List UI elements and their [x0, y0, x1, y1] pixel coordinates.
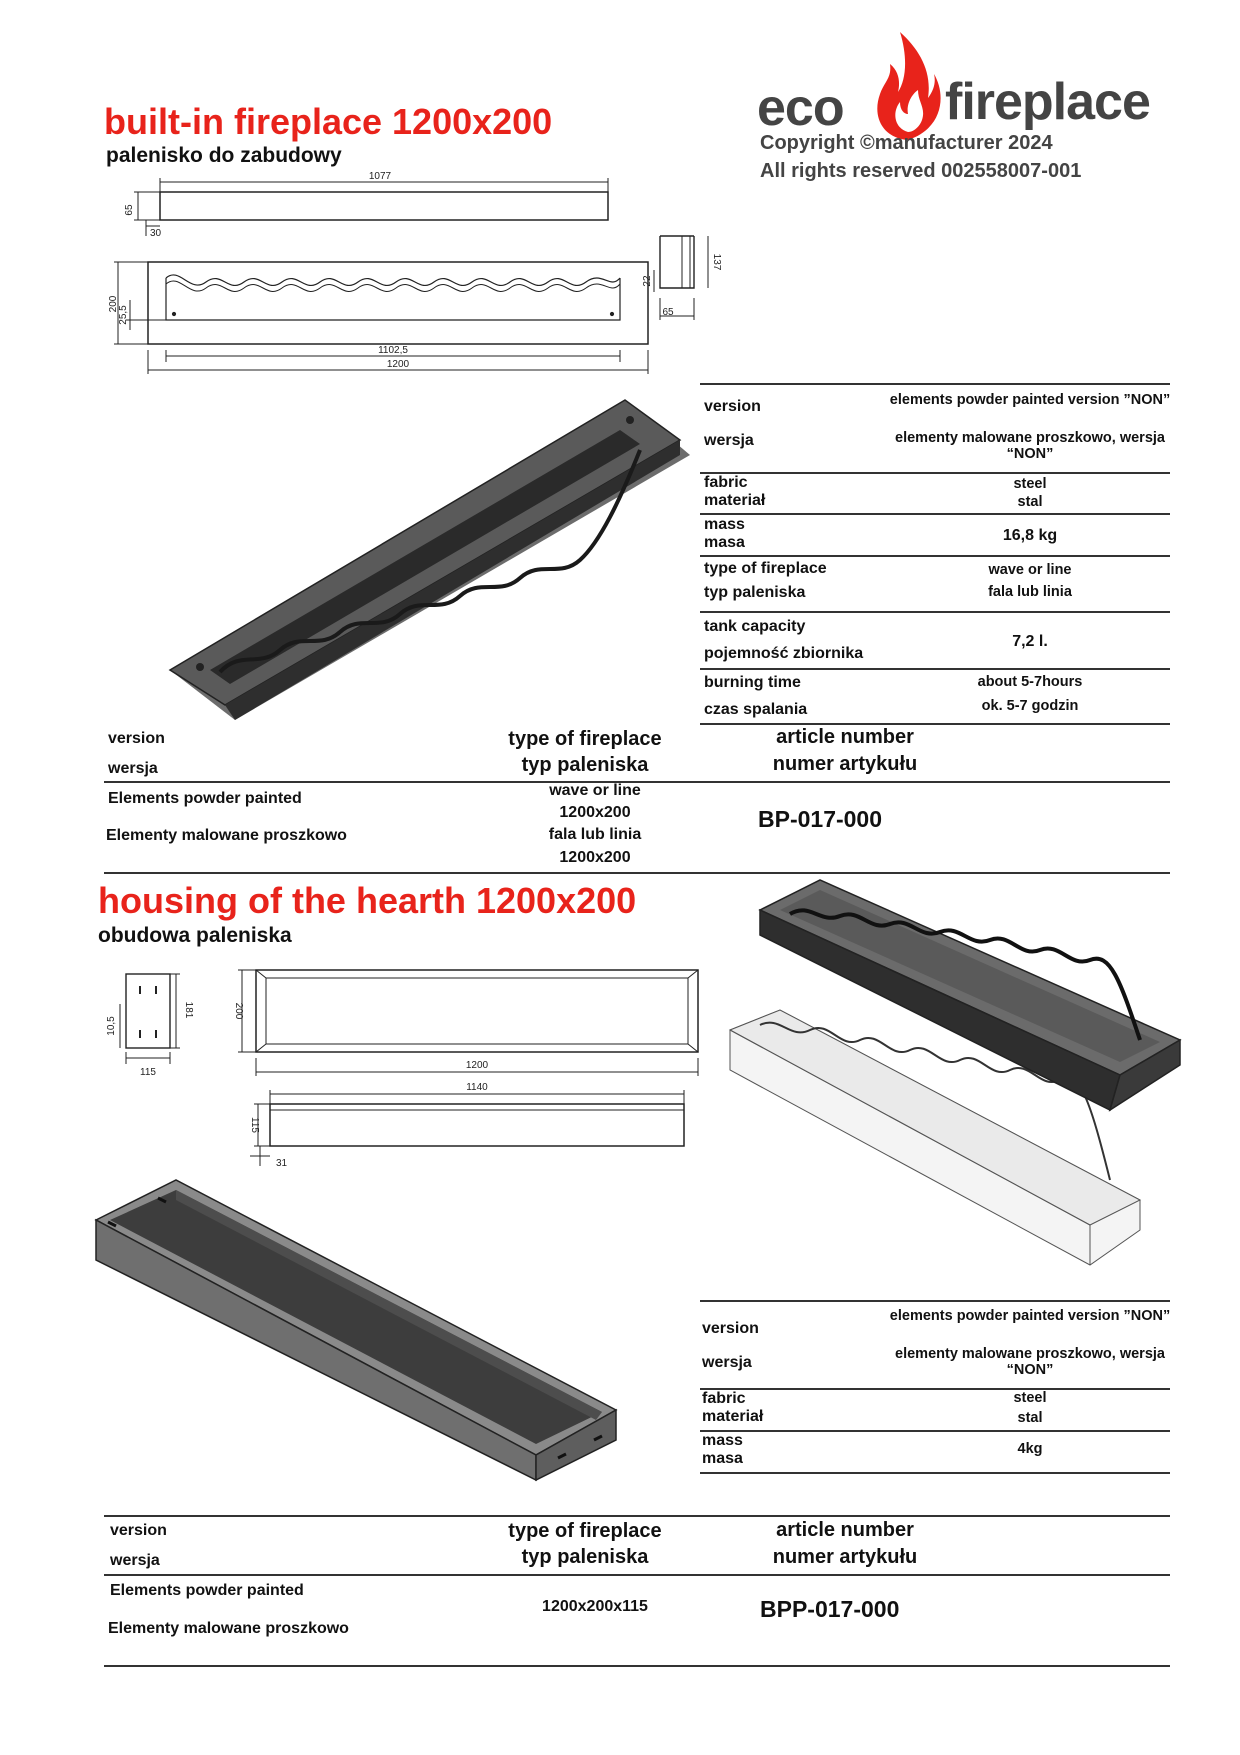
dim-top-length: 1077 — [368, 171, 392, 182]
article1-type-line4: 1200x200 — [559, 849, 631, 866]
spec-burning-val-pl: ok. 5-7 godzin — [981, 698, 1079, 714]
spec2-mass-pl: masa — [702, 1450, 743, 1467]
article2-h-art-pl: numer artykułu — [772, 1546, 918, 1568]
brand-eco: eco — [757, 79, 844, 137]
article1-type-line3: fala lub linia — [548, 826, 642, 843]
dim-side-width: 65 — [662, 307, 674, 318]
spec-mass-pl: masa — [704, 534, 745, 551]
article1-h-art-en: article number — [776, 726, 914, 748]
spec-type-val-en: wave or line — [988, 562, 1072, 578]
spec2-version-pl: wersja — [702, 1354, 752, 1371]
spec-type-pl: typ paleniska — [704, 584, 806, 601]
spec-burning-val-en: about 5-7hours — [977, 674, 1083, 690]
dim-side-inset: 22 — [642, 275, 653, 287]
article2-h-version-en: version — [110, 1522, 167, 1539]
brand-rights: All rights reserved 002558007-001 — [760, 160, 1082, 182]
assembly-3d-render — [700, 880, 1180, 1270]
spec-version-val-en: elements powder painted version ”NON” — [889, 392, 1171, 408]
spec2-fabric-val-en: steel — [1013, 1390, 1047, 1406]
article2-row-pl: Elementy malowane proszkowo — [108, 1620, 349, 1637]
spec-mass-en: mass — [704, 516, 745, 533]
dim2-top-height: 115 — [249, 1117, 260, 1133]
spec-version-val-pl: elementy malowane proszkowo, wersja “NON” — [895, 430, 1165, 462]
spec-burning-pl: czas spalania — [704, 701, 808, 718]
dim2-side-width: 115 — [140, 1067, 156, 1078]
article1-h-version-pl: wersja — [108, 760, 158, 777]
article1-row-en: Elements powder painted — [108, 790, 302, 807]
dim2-top-length: 1140 — [466, 1082, 488, 1093]
article2-h-version-pl: wersja — [110, 1552, 160, 1569]
spec-fabric-val-en: steel — [1013, 476, 1047, 492]
article2-row-en: Elements powder painted — [110, 1582, 304, 1599]
dim-top-height: 65 — [124, 204, 135, 216]
spec-version-en: version — [704, 398, 761, 415]
dim-front-height: 200 — [108, 295, 119, 313]
brand-fireplace: fireplace — [945, 73, 1150, 131]
dim-side-height: 137 — [711, 253, 722, 271]
spec2-fabric-en: fabric — [702, 1390, 746, 1407]
spec-version-pl: wersja — [704, 432, 754, 449]
spec-fabric-val-pl: stal — [1017, 494, 1043, 510]
spec-tank-val: 7,2 l. — [1012, 633, 1048, 650]
article1-type-line2: 1200x200 — [559, 804, 631, 821]
spec-tank-pl: pojemność zbiornika — [704, 645, 864, 662]
spec-tank-en: tank capacity — [704, 618, 806, 635]
dim-front-inset: 25,5 — [118, 305, 129, 325]
dim2-side-height: 181 — [183, 1001, 194, 1019]
dim-front-inner: 1102,5 — [378, 345, 408, 356]
article2-number: BPP-017-000 — [760, 1596, 900, 1622]
article2-h-type-en: type of fireplace — [508, 1520, 662, 1542]
spec2-fabric-val-pl: stal — [1017, 1410, 1043, 1426]
article1-number: BP-017-000 — [758, 806, 883, 832]
dim2-side-inset: 10,5 — [106, 1016, 117, 1036]
article2-type-val: 1200x200x115 — [542, 1598, 648, 1615]
article1-h-version-en: version — [108, 730, 165, 747]
article2-h-art-en: article number — [776, 1519, 914, 1541]
spec-type-val-pl: fala lub linia — [988, 584, 1072, 600]
spec-mass-val: 16,8 kg — [1002, 527, 1058, 544]
technical-drawing-fireplace — [108, 170, 722, 380]
flame-icon — [868, 28, 948, 143]
dim-top-offset: 30 — [150, 228, 162, 239]
spec-burning-en: burning time — [704, 674, 801, 691]
article1-h-art-pl: numer artykułu — [772, 753, 918, 775]
spec2-version-en: version — [702, 1320, 759, 1337]
article1-row-pl: Elementy malowane proszkowo — [106, 827, 347, 844]
spec2-fabric-pl: materiał — [702, 1408, 764, 1425]
spec2-mass-val: 4kg — [1017, 1441, 1043, 1457]
spec2-mass-en: mass — [702, 1432, 743, 1449]
dim-front-length: 1200 — [386, 359, 410, 370]
article1-type-line1: wave or line — [549, 782, 641, 799]
spec-type-en: type of fireplace — [704, 560, 827, 577]
section2-title: housing of the hearth 1200x200 — [98, 880, 637, 921]
spec2-version-val-en: elements powder painted version ”NON” — [889, 1308, 1171, 1324]
housing-3d-render — [96, 1140, 616, 1480]
dim2-top-offset: 31 — [276, 1158, 288, 1169]
article2-h-type-pl: typ paleniska — [521, 1546, 649, 1568]
spec-fabric-en: fabric — [704, 474, 748, 491]
spec-fabric-pl: materiał — [704, 492, 766, 509]
fireplace-3d-render — [170, 400, 690, 720]
dim2-front-length: 1200 — [465, 1060, 489, 1071]
article1-h-type-pl: typ paleniska — [521, 754, 649, 776]
dim2-front-height: 200 — [233, 1002, 244, 1020]
article1-h-type-en: type of fireplace — [508, 728, 662, 750]
spec2-version-val-pl: elementy malowane proszkowo, wersja “NON” — [895, 1346, 1165, 1378]
brand-copyright: Copyright ©manufacturer 2024 — [760, 132, 1053, 154]
section1-subtitle: palenisko do zabudowy — [106, 144, 342, 167]
section2-subtitle: obudowa paleniska — [98, 924, 292, 947]
section1-title: built-in fireplace 1200x200 — [104, 101, 553, 142]
